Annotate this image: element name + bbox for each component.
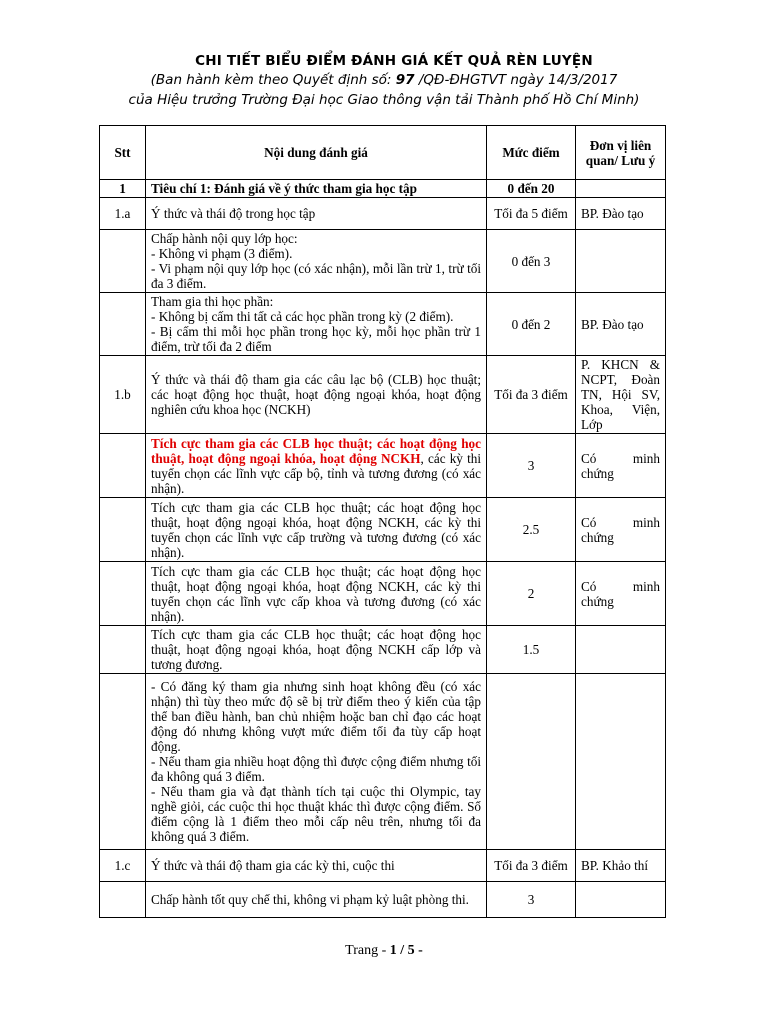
table-row: Tích cực tham gia các CLB học thuật; các hoạt động học thuật, hoạt động ngoại khóa, hoạt động NCKH cấp lớp và tương đương. 1.5: [100, 626, 666, 674]
table-row: 1.a Ý thức và thái độ trong học tập Tối đa 5 điểm BP. Đào tạo: [100, 198, 666, 230]
decision-reference: (Ban hành kèm theo Quyết định số: 97 /QĐ-ĐHGTVT ngày 14/3/2017: [150, 72, 618, 88]
page-footer: Trang - 1 / 5 -: [345, 943, 423, 958]
document-header: [0, 52, 768, 110]
decision-number: 97: [395, 72, 415, 88]
table-row: Tham gia thi học phần: - Không bị cấm thi tất cả các học phần trong kỳ (2 điểm). - Bị cấm thi mỗi học phần trong học kỳ, mỗi học phần trừ 1 điểm, trừ tối đa 2 điểm 0 đến 2 BP. Đào tạo: [100, 293, 666, 356]
header-score: Mức điểm: [487, 126, 576, 180]
issuer-line: của Hiệu trưởng Trường Đại học Giao thông vận tải Thành phố Hồ Chí Minh): [128, 92, 640, 108]
table-row: Tích cực tham gia các CLB học thuật; các hoạt động học thuật, hoạt động ngoại khóa, hoạt động NCKH, các kỳ thi tuyển chọn các lĩnh vực cấp khoa và tương đương (có xác nhận). 2 Có minh chứng: [100, 562, 666, 626]
table-row: 1.b Ý thức và thái độ tham gia các câu lạc bộ (CLB) học thuật; các hoạt động học thuật, hoạt động ngoại khóa, hoạt động nghiên cứu khoa học (NCKH) Tối đa 3 điểm P. KHCN & NCPT, Đoàn TN, Hội SV, Khoa, Viện, Lớp: [100, 356, 666, 434]
criterion-title: Tiêu chí 1: Đánh giá về ý thức tham gia học tập: [146, 180, 487, 198]
highlighted-text: Tích cực tham gia các CLB học thuật; các hoạt động học thuật, hoạt động ngoại khóa, hoạt động NCKH: [151, 435, 481, 466]
page-number: 1 / 5: [389, 943, 415, 958]
header-content: Nội dung đánh giá: [146, 126, 487, 180]
table-row: 1.c Ý thức và thái độ tham gia các kỳ thi, cuộc thi Tối đa 3 điểm BP. Khảo thí: [100, 850, 666, 882]
table-header-row: [100, 126, 666, 180]
table-row: Tích cực tham gia các CLB học thuật; các hoạt động học thuật, hoạt động ngoại khóa, hoạt động NCKH, các kỳ thi tuyển chọn các lĩnh vực cấp bộ, tỉnh và tương đương (có xác nhận). 3 Có minh chứng: [100, 434, 666, 498]
header-unit: Đơn vị liên quan/ Lưu ý: [576, 126, 666, 180]
table-row: - Có đăng ký tham gia nhưng sinh hoạt không đều (có xác nhận) thì tùy theo mức độ sẽ bị trừ điểm theo ý kiến của tập thể ban điều hành, ban chủ nhiệm hoặc ban chỉ đạo các hoạt động đó nhưng không vượt mức điểm tối đa tùy cấp hoạt động. - Nếu tham gia nhiều hoạt động thì được cộng điểm nhưng tối đa không quá 3 điểm. - Nếu tham gia và đạt thành tích tại cuộc thi Olympic, tay nghề giỏi, các cuộc thi học thuật khác thì được cộng điểm. Số điểm cộng là 1 điểm theo mỗi cấp nêu trên, nhưng tối đa không quá 3 điểm.: [100, 674, 666, 850]
table-row: Tích cực tham gia các CLB học thuật; các hoạt động học thuật, hoạt động ngoại khóa, hoạt động NCKH, các kỳ thi tuyển chọn các lĩnh vực cấp trường và tương đương (có xác nhận). 2.5 Có minh chứng: [100, 498, 666, 562]
table-row: Chấp hành nội quy lớp học: - Không vi phạm (3 điểm). - Vi phạm nội quy lớp học (có xác nhận), mỗi lần trừ 1, trừ tối đa 3 điểm. 0 đến 3: [100, 230, 666, 293]
table-row: 1 Tiêu chí 1: Đánh giá về ý thức tham gia học tập 0 đến 20: [100, 180, 666, 198]
header-stt: Stt: [100, 126, 146, 180]
table-row: Chấp hành tốt quy chế thi, không vi phạm kỷ luật phòng thi. 3: [100, 882, 666, 918]
scoring-table: [99, 125, 666, 918]
document-title: CHI TIẾT BIỂU ĐIỂM ĐÁNH GIÁ KẾT QUẢ RÈN LUYỆN: [195, 53, 593, 69]
